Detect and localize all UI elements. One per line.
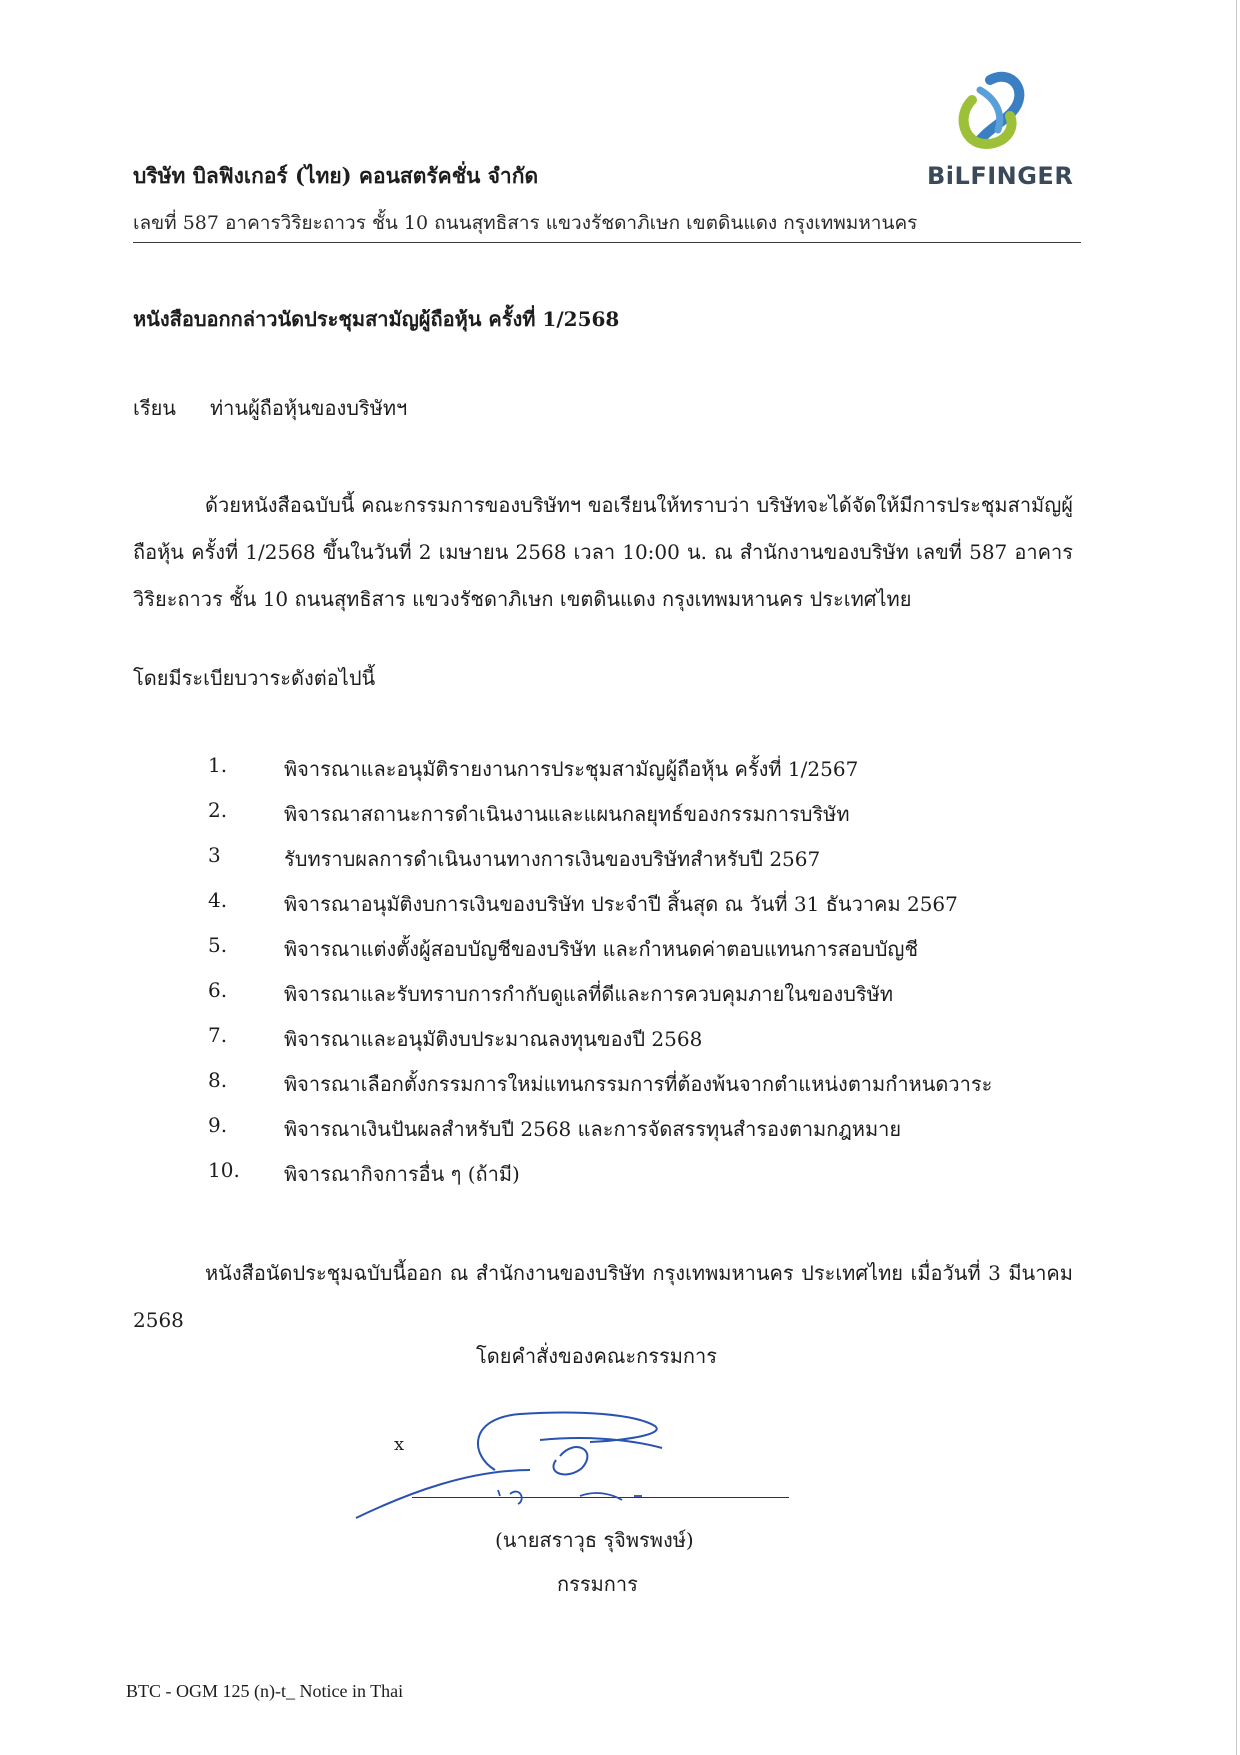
agenda-item-number: 2. xyxy=(208,798,228,822)
page-edge xyxy=(1236,0,1237,1755)
agenda-item-text: พิจารณาอนุมัติงบการเงินของบริษัท ประจำปี สิ้นสุด ณ วันที่ 31 ธันวาคม 2567 xyxy=(284,892,958,916)
salutation-label: เรียน xyxy=(133,396,176,420)
signer-name: (นายสราวุธ รุจิพรพงษ์) xyxy=(495,1528,694,1552)
agenda-item-number: 4. xyxy=(208,888,228,912)
salutation-recipient: ท่านผู้ถือหุ้นของบริษัทฯ xyxy=(210,396,408,420)
by-order-line: โดยคำสั่งของคณะกรรมการ xyxy=(476,1344,718,1368)
signature-x-mark: x xyxy=(394,1434,405,1455)
company-logo xyxy=(920,70,1074,200)
company-name: บริษัท บิลฟิงเกอร์ (ไทย) คอนสตรัคชั่น จำกัด xyxy=(133,163,539,188)
agenda-item-number: 9. xyxy=(208,1113,228,1137)
agenda-item-number: 6. xyxy=(208,978,228,1002)
agenda-item-text: พิจารณาและรับทราบการกำกับดูแลที่ดีและการควบคุมภายในของบริษัท xyxy=(284,982,894,1006)
bilfinger-logo-icon xyxy=(950,70,1030,155)
body-text: ด้วยหนังสือฉบับนี้ คณะกรรมการของบริษัทฯ ขอเรียนให้ทราบว่า บริษัทจะได้จัดให้มีการประชุมสามัญผู้ถือหุ้น ครั้งที่ 1/2568 ขึ้นในวันที่ 2 เมษายน 2568 เวลา 10:00 น. ณ สำนักงานของบริษัท เลขที่ 587 อาคารวิริยะถาวร ชั้น 10 ถนนสุทธิสาร แขวงรัชดาภิเษก เขตดินแดง กรุงเทพมหานคร ประเทศไทย xyxy=(133,493,1073,611)
closing-paragraph xyxy=(133,1250,1073,1344)
agenda-item-text: รับทราบผลการดำเนินงานทางการเงินของบริษัทสำหรับปี 2567 xyxy=(284,847,821,871)
agenda-item-number: 7. xyxy=(208,1023,228,1047)
closing-text: หนังสือนัดประชุมฉบับนี้ออก ณ สำนักงานของบริษัท กรุงเทพมหานคร ประเทศไทย เมื่อวันที่ 3 มีนาคม 2568 xyxy=(133,1261,1073,1332)
agenda-item-text: พิจารณาสถานะการดำเนินงานและแผนกลยุทธ์ของกรรมการบริษัท xyxy=(284,802,850,826)
body-paragraph xyxy=(133,482,1073,623)
agenda-item-number: 1. xyxy=(208,753,228,777)
agenda-item-number: 10. xyxy=(208,1158,240,1182)
signer-title: กรรมการ xyxy=(557,1572,638,1596)
document-title: หนังสือบอกกล่าวนัดประชุมสามัญผู้ถือหุ้น ครั้งที่ 1/2568 xyxy=(133,307,620,331)
company-address: เลขที่ 587 อาคารวิริยะถาวร ชั้น 10 ถนนสุทธิสาร แขวงรัชดาภิเษก เขตดินแดง กรุงเทพมหานคร xyxy=(133,212,918,234)
agenda-item-text: พิจารณาและอนุมัติงบประมาณลงทุนของปี 2568 xyxy=(284,1027,703,1051)
handwritten-signature xyxy=(350,1400,710,1525)
agenda-item-text: พิจารณาเงินปันผลสำหรับปี 2568 และการจัดสรรทุนสำรองตามกฎหมาย xyxy=(284,1117,902,1141)
agenda-intro: โดยมีระเบียบวาระดังต่อไปนี้ xyxy=(133,666,376,690)
agenda-item-number: 5. xyxy=(208,933,228,957)
agenda-item-text: พิจารณาและอนุมัติรายงานการประชุมสามัญผู้ถือหุ้น ครั้งที่ 1/2567 xyxy=(284,757,859,781)
agenda-item-number: 3 xyxy=(208,843,221,867)
footer-reference: BTC - OGM 125 (n)-t_ Notice in Thai xyxy=(126,1681,404,1701)
agenda-item-text: พิจารณาเลือกตั้งกรรมการใหม่แทนกรรมการที่ต้องพ้นจากตำแหน่งตามกำหนดวาระ xyxy=(284,1072,993,1096)
agenda-item-text: พิจารณาแต่งตั้งผู้สอบบัญชีของบริษัท และกำหนดค่าตอบแทนการสอบบัญชี xyxy=(284,937,919,961)
agenda-item-number: 8. xyxy=(208,1068,228,1092)
agenda-item-text: พิจารณากิจการอื่น ๆ (ถ้ามี) xyxy=(284,1162,520,1186)
header-divider xyxy=(133,242,1081,243)
logo-wordmark: BiLFINGER xyxy=(927,162,1074,190)
